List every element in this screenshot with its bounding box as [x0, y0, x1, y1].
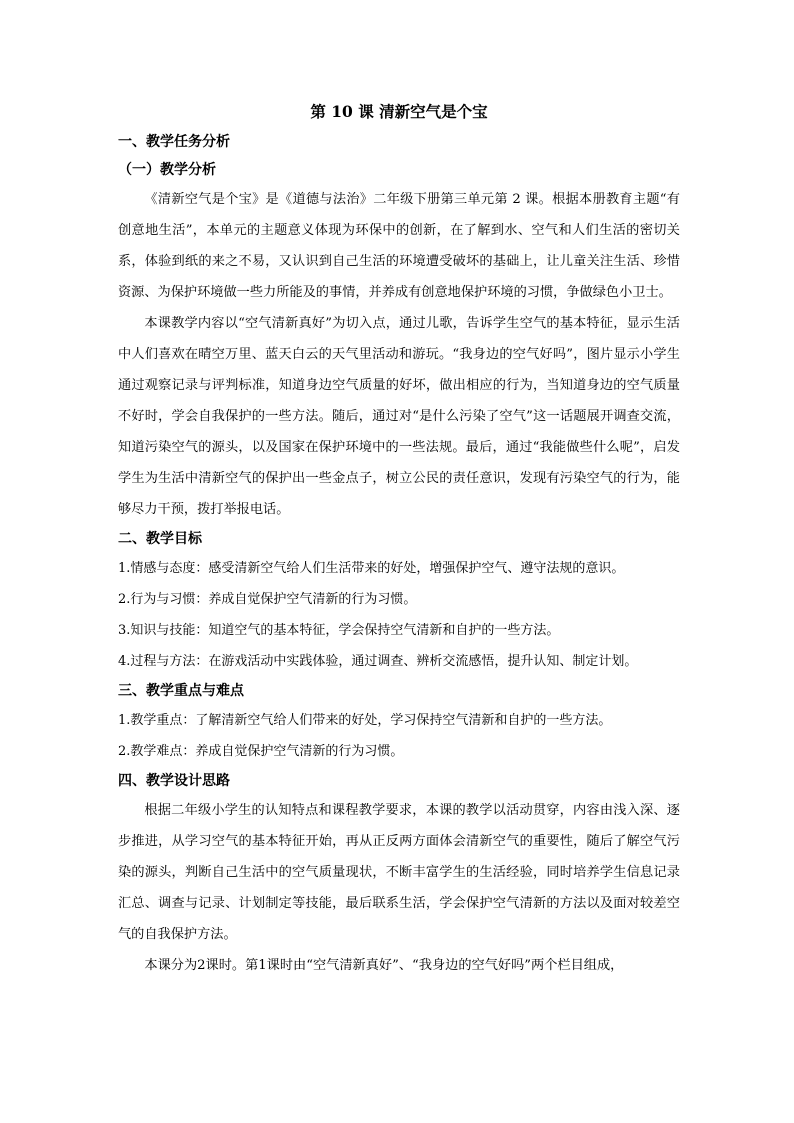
section-heading-design-idea: 四、教学设计思路 [118, 773, 230, 789]
key-point-item: 1.教学重点：了解清新空气给人们带来的好处，学习保持空气清新和自护的一些方法。 [118, 713, 612, 728]
subsection-heading-teaching-analysis: （一）教学分析 [118, 162, 216, 178]
section-heading-key-points: 三、教学重点与难点 [118, 683, 244, 699]
objective-item: 2.行为与习惯：养成自觉保护空气清新的行为习惯。 [118, 592, 417, 607]
objective-item: 3.知识与技能：知道空气的基本特征，学会保持空气清新和自护的一些方法。 [118, 623, 560, 638]
section-heading-task-analysis: 一、教学任务分析 [118, 134, 230, 150]
document-title: 第 10 课 清新空气是个宝 [310, 102, 488, 121]
key-point-item: 2.教学难点：养成自觉保护空气清新的行为习惯。 [118, 744, 404, 759]
document-page [118, 98, 680, 981]
objective-item: 4.过程与方法：在游戏活动中实践体验，通过调查、辨析交流感悟，提升认知、制定计划。 [118, 654, 638, 669]
design-paragraph: 根据二年级小学生的认知特点和课程教学要求，本课的教学以活动贯穿，内容由浅入深、逐步推进，从学习空气的基本特征开始，再从正反两方面体会清新空气的重要性，随后了解空气污染的源头，判断自己生活中的空气质量现状，不断丰富学生的生活经验，同时培养学生信息记录汇总、调查与记录、计划制定等技能，最后联系生活，学会保护空气清新的方法以及面对较差空气的自我保护方法。 [118, 803, 680, 942]
analysis-paragraph: 《清新空气是个宝》是《道德与法治》二年级下册第三单元第 2 课。根据本册教育主题“有创意地生活”，本单元的主题意义体现为环保中的创新，在了解到水、空气和人们生活的密切关系，体验到纸的来之不易，又认识到自己生活的环境遭受破坏的基础上，让儿童关注生活、珍惜资源、为保护环境做一些力所能及的事情，并养成有创意地保护环境的习惯，争做绿色小卫士。 [118, 192, 680, 300]
design-paragraph: 本课分为2课时。第1课时由“空气清新真好”、“我身边的空气好吗”两个栏目组成， [144, 958, 624, 973]
section-heading-objectives: 二、教学目标 [118, 531, 202, 547]
analysis-paragraph: 本课教学内容以“空气清新真好”为切入点，通过儿歌，告诉学生空气的基本特征，显示生活中人们喜欢在晴空万里、蓝天白云的天气里活动和游玩。“我身边的空气好吗”，图片显示小学生通过观察记录与评判标准，知道身边空气质量的好坏，做出相应的行为，当知道身边的空气质量不好时，学会自我保护的一些方法。随后，通过对“是什么污染了空气”这一话题展开调查交流，知道污染空气的源头，以及国家在保护环境中的一些法规。最后，通过“我能做些什么呢”，启发学生为生活中清新空气的保护出一些金点子，树立公民的责任意识，发现有污染空气的行为，能够尽力干预，拨打举报电话。 [118, 316, 680, 517]
objective-item: 1.情感与态度：感受清新空气给人们生活带来的好处，增强保护空气、遵守法规的意识。 [118, 561, 625, 576]
